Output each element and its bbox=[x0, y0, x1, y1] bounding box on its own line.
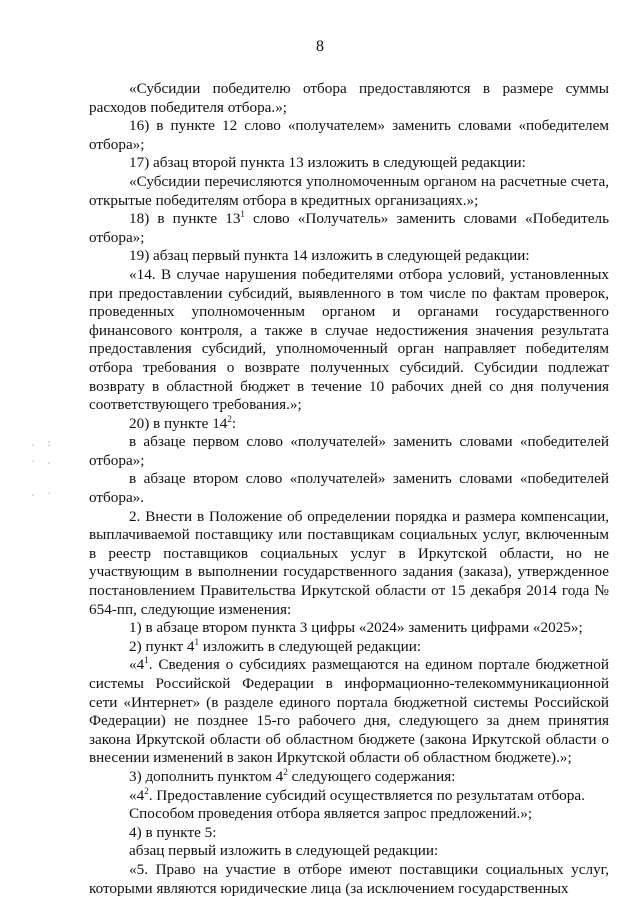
paragraph bbox=[89, 656, 609, 768]
paragraph-text: 1) в абзаце втором пункта 3 цифры «2024» заменить цифрами «2025»; bbox=[129, 619, 583, 637]
paragraph bbox=[89, 80, 609, 117]
paragraph-text: : bbox=[231, 414, 237, 432]
paragraph-text: изложить в следующей редакции: bbox=[199, 637, 422, 655]
paragraph bbox=[89, 433, 609, 470]
paragraph-text: следующего содержания: bbox=[287, 767, 456, 785]
margin-mark: . : bbox=[30, 438, 55, 449]
paragraph-text: 17) абзац второй пункта 13 изложить в следующей редакции: bbox=[129, 154, 526, 172]
paragraph-text: 4) в пункте 5: bbox=[129, 823, 217, 841]
paragraph-text: «14. В случае нарушения победителями отбора условий, установленных при предоставлении субсидий, выявленного в том числе по фактам проверок, проведенных уполномоченным органом и органами государственного финансового контроля, а также в случае недостижения значения результата предоставления субсидий, уполномоченный орган направляет победителям отбора требования о возврате полученных субсидий. Субсидии подлежат возврату в областной бюджет в течение 10 рабочих дней со дня получения соответствующего требования.»; bbox=[89, 265, 609, 414]
paragraph bbox=[89, 173, 609, 210]
paragraph-text: «Субсидии перечисляются уполномоченным органом на расчетные счета, открытые победителям отбора в кредитных организациях.»; bbox=[89, 172, 609, 209]
paragraph-text: в абзаце втором слово «получателей» заменить словами «победителей отбора». bbox=[89, 470, 609, 507]
page-number: 8 bbox=[316, 38, 324, 55]
superscript-index: 2 bbox=[144, 785, 149, 796]
paragraph bbox=[89, 117, 609, 154]
paragraph bbox=[89, 266, 609, 415]
paragraph-text: «4 bbox=[129, 656, 145, 674]
paragraph-text: 19) абзац первый пункта 14 изложить в следующей редакции: bbox=[129, 247, 530, 265]
paragraph-text: «5. Право на участие в отборе имеют поставщики социальных услуг, которыми являются юридические лица (за исключением государственных bbox=[89, 860, 609, 897]
paragraph bbox=[89, 154, 609, 173]
paragraph-text: 20) в пункте 14 bbox=[129, 414, 228, 432]
paragraph bbox=[89, 415, 609, 434]
paragraph-text: «Субсидии победителю отбора предоставляются в размере суммы расходов победителя отбора.»; bbox=[89, 80, 609, 116]
paragraph-text: Способом проведения отбора является запрос предложений.»; bbox=[129, 805, 533, 823]
paragraph-text: . Сведения о субсидиях размещаются на едином портале бюджетной системы Российской Федерации в информационно-телекоммуникационной сети «Интернет» (в разделе единого портала бюджетной системы Российской Федерации) не позднее 15-го рабочего дня, следующего за днем принятия закона Иркутской области об областном бюджете (закона Иркутской области о внесении изменений в закон Иркутской области об областном бюджете).»; bbox=[89, 656, 609, 767]
paragraph bbox=[89, 768, 609, 787]
paragraph bbox=[89, 638, 609, 657]
margin-mark: . - bbox=[30, 488, 55, 499]
paragraph-text: 16) в пункте 12 слово «получателем» заменить словами «победителем отбора»; bbox=[89, 117, 609, 153]
margin-mark: - . bbox=[30, 456, 55, 467]
superscript-index: 1 bbox=[194, 636, 200, 647]
paragraph bbox=[89, 508, 609, 620]
superscript-index: 2 bbox=[227, 413, 232, 424]
superscript-index: 1 bbox=[144, 655, 149, 666]
paragraph bbox=[89, 247, 609, 266]
paragraph-text: 18) в пункте 13 bbox=[129, 210, 241, 228]
paragraph-text: . Предоставление субсидий осуществляется по результатам отбора. bbox=[148, 786, 585, 804]
superscript-index: 1 bbox=[240, 209, 245, 220]
paragraph bbox=[89, 805, 609, 824]
paragraph bbox=[89, 861, 609, 898]
paragraph-text: 2. Внести в Положение об определении порядка и размера компенсации, выплачиваемой поставщику или поставщикам социальных услуг, включенным в реестр поставщиков социальных услуг в Иркутской области, но не участвующим в выполнении государственного задания (заказа), утвержденное постановлением Правительства Иркутской области от 15 декабря 2014 года № 654-пп, следующие изменения: bbox=[89, 507, 609, 618]
document-body bbox=[89, 80, 609, 898]
paragraph bbox=[89, 824, 609, 843]
paragraph bbox=[89, 619, 609, 638]
paragraph bbox=[89, 787, 609, 806]
superscript-index: 2 bbox=[283, 766, 288, 777]
paragraph-text: 3) дополнить пунктом 4 bbox=[129, 767, 284, 785]
paragraph-text: слово «Получатель» заменить словами «Победитель отбора»; bbox=[89, 210, 609, 246]
paragraph bbox=[89, 470, 609, 507]
paragraph-text: «4 bbox=[129, 786, 145, 804]
paragraph-text: в абзаце первом слово «получателей» заменить словами «победителей отбора»; bbox=[89, 433, 609, 469]
paragraph bbox=[89, 842, 609, 861]
paragraph bbox=[89, 210, 609, 247]
paragraph-text: 2) пункт 4 bbox=[129, 637, 195, 655]
paragraph-text: абзац первый изложить в следующей редакции: bbox=[129, 842, 439, 860]
